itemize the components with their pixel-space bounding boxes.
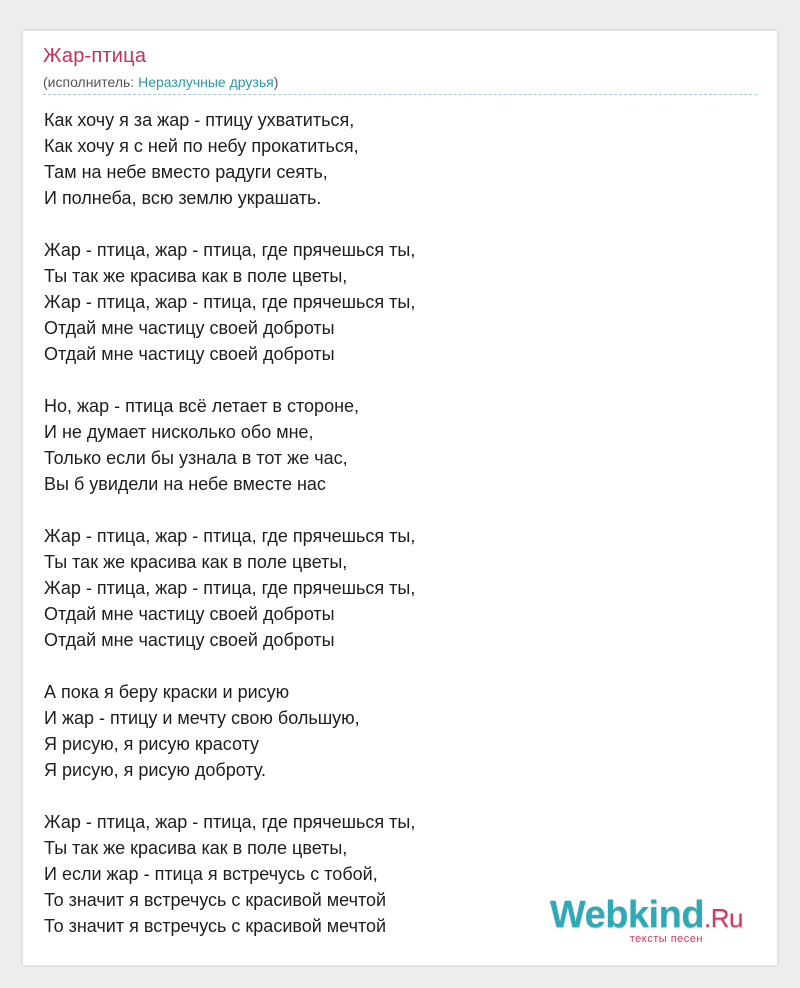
artist-link[interactable]: Неразлучные друзья <box>138 74 274 90</box>
lyrics-line: Жар - птица, жар - птица, где прячешься ты, <box>44 240 416 260</box>
logo-tagline: тексты песен <box>629 933 703 945</box>
lyrics-line: Отдай мне частицу своей доброты <box>44 344 335 364</box>
lyrics-line: И жар - птицу и мечту свою большую, <box>44 708 360 728</box>
artist-line <box>43 74 278 90</box>
artist-prefix: (исполнитель: <box>43 74 139 90</box>
lyrics-line: Как хочу я за жар - птицу ухватиться, <box>44 110 355 130</box>
lyrics-line: Там на небе вместо радуги сеять, <box>44 162 328 182</box>
lyrics-line: Как хочу я с ней по небу прокатиться, <box>44 136 359 156</box>
lyrics-line: Ты так же красива как в поле цветы, <box>44 552 348 572</box>
lyrics-line: Я рисую, я рисую доброту. <box>44 760 266 780</box>
lyrics-line: Отдай мне частицу своей доброты <box>44 318 335 338</box>
lyrics-line: Жар - птица, жар - птица, где прячешься ты, <box>44 526 416 546</box>
lyrics-line: И полнеба, всю землю украшать. <box>44 188 322 208</box>
lyrics-body <box>44 107 744 939</box>
logo-main-text: Webkind <box>549 894 705 936</box>
title-divider <box>43 94 757 95</box>
lyrics-card <box>22 30 778 966</box>
lyrics-line: И не думает нисколько обо мне, <box>44 422 314 442</box>
lyrics-line: Ты так же красива как в поле цветы, <box>44 838 348 858</box>
lyrics-line: Жар - птица, жар - птица, где прячешься ты, <box>44 292 416 312</box>
lyrics-line: Отдай мне частицу своей доброты <box>44 604 335 624</box>
lyrics-line: Но, жар - птица всё летает в стороне, <box>44 396 360 416</box>
lyrics-line: То значит я встречусь с красивой мечтой <box>44 890 387 910</box>
lyrics-line: Я рисую, я рисую красоту <box>44 734 260 754</box>
site-logo[interactable] <box>549 894 743 945</box>
lyrics-line: Вы б увидели на небе вместе нас <box>44 474 326 494</box>
lyrics-stanza <box>44 679 744 783</box>
lyrics-line: Только если бы узнала в тот же час, <box>44 448 348 468</box>
logo-domain-suffix: .Ru <box>704 903 743 933</box>
lyrics-line: И если жар - птица я встречусь с тобой, <box>44 864 378 884</box>
lyrics-line: Отдай мне частицу своей доброты <box>44 630 335 650</box>
artist-suffix: ) <box>273 74 279 90</box>
lyrics-line: Жар - птица, жар - птица, где прячешься ты, <box>44 812 416 832</box>
lyrics-line: А пока я беру краски и рисую <box>44 682 290 702</box>
lyrics-line: То значит я встречусь с красивой мечтой <box>44 916 387 936</box>
lyrics-line: Ты так же красива как в поле цветы, <box>44 266 348 286</box>
song-title: Жар-птица <box>43 45 147 67</box>
lyrics-stanza <box>44 393 744 497</box>
logo-wordmark <box>549 894 743 936</box>
lyrics-stanza <box>44 523 744 653</box>
lyrics-stanza <box>44 237 744 367</box>
lyrics-line: Жар - птица, жар - птица, где прячешься ты, <box>44 578 416 598</box>
lyrics-stanza <box>44 107 744 211</box>
